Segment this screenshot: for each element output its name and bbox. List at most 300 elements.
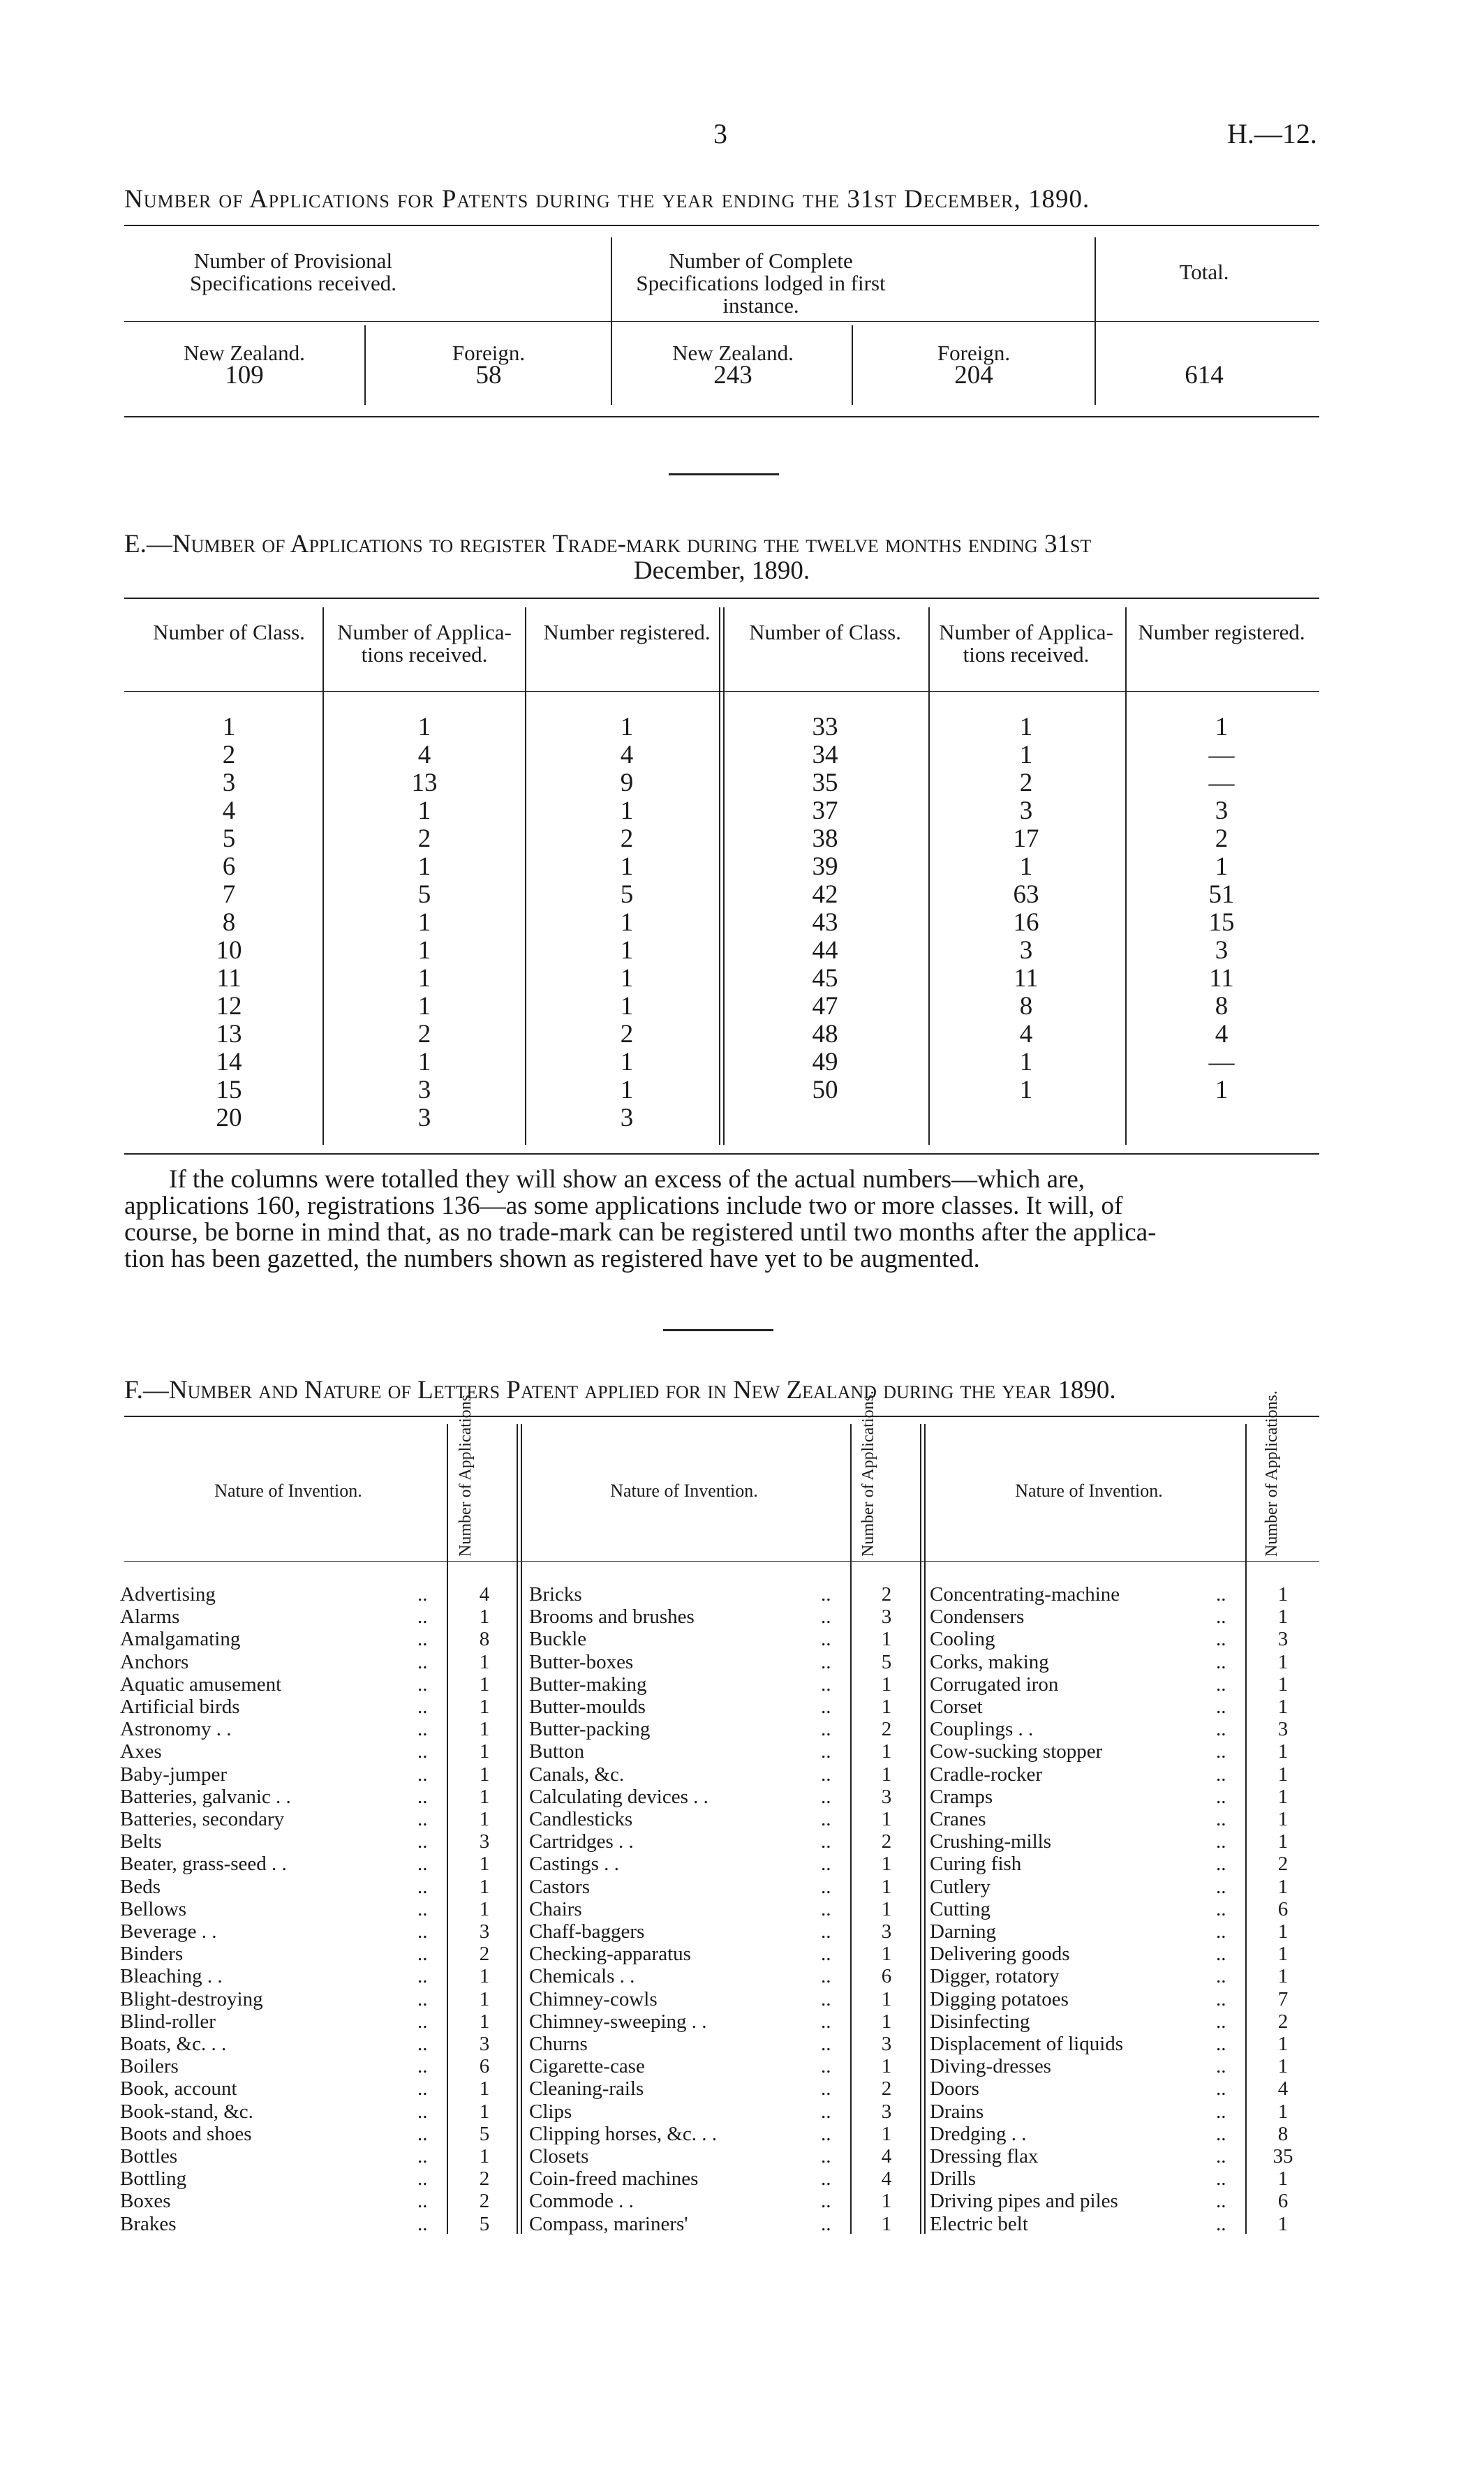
f-divider-1: [447, 1424, 448, 2234]
f-col3-leader-dots: ..: [1216, 2033, 1226, 2055]
e-right-cell: 4: [1215, 1020, 1229, 1048]
f-col1-item-count: 5: [479, 2122, 490, 2145]
f-col2-leader-dots: ..: [821, 1696, 831, 1718]
f-col1-item-count: 1: [479, 2077, 490, 2100]
f-col3-item-count: 1: [1277, 1763, 1289, 1786]
f-col1-leader-dots: ..: [417, 2145, 428, 2167]
f-col2-leader-dots: ..: [821, 1920, 831, 1943]
f-col2-leader-dots: ..: [821, 2190, 831, 2213]
f-col3-item-name: Disinfecting: [930, 2010, 1030, 2033]
f-col3-leader-dots: ..: [1216, 1583, 1226, 1606]
e-left-cell: 5: [222, 824, 236, 853]
d-total-value: 614: [1185, 361, 1224, 390]
f-col2-leader-dots: ..: [821, 1875, 831, 1898]
f-col1-leader-dots: ..: [417, 1628, 428, 1651]
f-header-number-3: Number of Applications.: [1263, 1391, 1281, 1557]
f-col1-item-count: 1: [479, 1718, 490, 1741]
e-right-cell: 3: [1215, 936, 1229, 965]
f-col3-item-name: Cramps: [930, 1785, 993, 1808]
f-col2-item-count: 1: [881, 1853, 892, 1876]
f-col1-item-count: 1: [479, 1650, 490, 1673]
f-col2-item-name: Bricks: [529, 1583, 582, 1606]
f-col2-item-count: 1: [881, 2122, 892, 2145]
d-prov-foreign-value: 58: [475, 361, 502, 390]
e-header-apps-right: Number of Applica-tions received.: [939, 620, 1113, 667]
f-col2-leader-dots: ..: [821, 1628, 831, 1651]
e-right-cell: 8: [1019, 992, 1033, 1021]
f-col1-item-name: Bellows: [120, 1897, 187, 1920]
f-col2-item-name: Checking-apparatus: [529, 1943, 691, 1966]
e-divider-3a: [719, 607, 720, 1145]
f-col1-leader-dots: ..: [417, 1897, 428, 1920]
e-right-cell: 11: [1014, 964, 1039, 993]
f-col2-item-name: Chaff-baggers: [529, 1920, 645, 1943]
f-col2-item-count: 2: [881, 2077, 892, 2100]
d-prov-foreign-label: Foreign.: [452, 341, 526, 365]
f-col2-item-count: 1: [881, 1808, 892, 1830]
f-col1-leader-dots: ..: [417, 1673, 428, 1696]
e-left-cell: 3: [417, 1104, 431, 1132]
e-left-cell: 1: [620, 992, 634, 1021]
f-col3-item-name: Diving-dresses: [930, 2055, 1051, 2078]
f-col3-item-name: Cutlery: [930, 1875, 990, 1898]
f-divider-3: [850, 1424, 852, 2234]
f-col2-item-count: 1: [881, 1763, 892, 1786]
f-col3-leader-dots: ..: [1216, 1650, 1226, 1673]
e-right-cell: 3: [1019, 936, 1033, 965]
e-right-cell: 45: [812, 964, 838, 993]
f-col2-leader-dots: ..: [821, 1740, 831, 1763]
e-left-cell: 1: [417, 796, 431, 825]
f-header-nature-3: Nature of Invention.: [1015, 1481, 1163, 1501]
d-table-bottom-rule: [124, 416, 1319, 417]
f-col1-item-count: 1: [479, 1987, 490, 2010]
e-left-cell: 1: [620, 1076, 634, 1104]
e-left-cell: 1: [417, 1048, 431, 1076]
e-left-cell: 1: [620, 1048, 634, 1076]
f-col2-leader-dots: ..: [821, 1583, 831, 1606]
f-col2-item-name: Chairs: [529, 1897, 582, 1920]
f-col3-item-name: Couplings . .: [930, 1718, 1034, 1741]
d-subheader-rule: [124, 321, 1319, 322]
f-col1-item-name: Belts: [120, 1830, 162, 1853]
f-divider-2a: [517, 1424, 518, 2234]
f-col2-item-count: 1: [881, 2212, 892, 2235]
f-col1-item-count: 3: [479, 1830, 490, 1853]
d-divider-nz-foreign-2: [852, 325, 853, 405]
f-col2-item-count: 1: [881, 1987, 892, 2010]
f-col1-item-count: 2: [479, 2167, 490, 2191]
f-col1-item-count: 1: [479, 2100, 490, 2123]
f-col2-leader-dots: ..: [821, 1673, 831, 1696]
e-right-cell: 8: [1215, 992, 1229, 1021]
f-col3-item-count: 3: [1277, 1718, 1289, 1741]
f-col3-item-count: 1: [1277, 2100, 1289, 2123]
f-col3-leader-dots: ..: [1216, 2100, 1226, 2123]
f-col3-item-count: 3: [1277, 1628, 1289, 1651]
f-col3-item-name: Delivering goods: [930, 1943, 1070, 1966]
f-col2-item-name: Button: [529, 1740, 584, 1763]
e-right-cell: 39: [812, 852, 838, 881]
f-col3-leader-dots: ..: [1216, 1606, 1226, 1629]
f-col3-item-count: 6: [1277, 1897, 1289, 1920]
f-col3-item-name: Corks, making: [930, 1650, 1049, 1673]
e-left-cell: 14: [216, 1048, 242, 1076]
e-right-cell: —: [1208, 741, 1235, 769]
f-col3-item-name: Displacement of liquids: [930, 2033, 1124, 2055]
e-left-cell: 12: [216, 992, 242, 1021]
f-col1-leader-dots: ..: [417, 2077, 428, 2100]
f-col2-leader-dots: ..: [821, 2145, 831, 2167]
separator-2: [663, 1329, 773, 1331]
f-col1-leader-dots: ..: [417, 2190, 428, 2213]
section-d-title: Number of Applications for Patents during the year ending the 31st December, 1890.: [124, 185, 1090, 214]
e-right-cell: 50: [812, 1076, 838, 1104]
f-col2-leader-dots: ..: [821, 1650, 831, 1673]
e-left-cell: 3: [417, 1076, 431, 1104]
f-col2-item-count: 2: [881, 1718, 892, 1741]
f-col1-leader-dots: ..: [417, 2010, 428, 2033]
section-e-title-line1: E.—Number of Applications to register Trade-mark during the twelve months ending 31st: [124, 530, 1092, 558]
e-right-cell: 51: [1208, 880, 1235, 909]
f-col3-item-count: 1: [1277, 2055, 1289, 2078]
f-col1-item-count: 1: [479, 1785, 490, 1808]
f-col1-item-name: Advertising: [120, 1583, 216, 1606]
f-col2-item-name: Clips: [529, 2100, 572, 2123]
f-col3-item-count: 1: [1277, 1875, 1289, 1898]
f-col2-item-name: Clipping horses, &c. . .: [529, 2122, 718, 2145]
e-header-class-left: Number of Class.: [153, 620, 305, 644]
f-col2-item-name: Canals, &c.: [529, 1763, 625, 1786]
f-col2-item-count: 2: [881, 1830, 892, 1853]
e-left-cell: 2: [620, 824, 634, 853]
e-left-cell: 4: [222, 796, 236, 825]
d-table-top-rule: [124, 225, 1319, 226]
e-note-line3: course, be borne in mind that, as no trade-mark can be registered until two months after the applica-: [124, 1218, 1157, 1247]
f-col3-item-count: 1: [1277, 1673, 1289, 1696]
f-col2-leader-dots: ..: [821, 1897, 831, 1920]
f-col1-item-count: 1: [479, 1606, 490, 1629]
f-col3-leader-dots: ..: [1216, 1718, 1226, 1741]
f-col2-leader-dots: ..: [821, 1965, 831, 1988]
f-divider-5: [1245, 1424, 1247, 2234]
f-col3-leader-dots: ..: [1216, 1763, 1226, 1786]
e-right-cell: 48: [812, 1020, 838, 1048]
f-col1-item-name: Boats, &c. . .: [120, 2033, 227, 2055]
e-note-line4: tion has been gazetted, the numbers shown as registered have yet to be augmented.: [124, 1245, 980, 1273]
e-left-cell: 15: [216, 1076, 242, 1104]
f-col3-item-count: 1: [1277, 1965, 1289, 1988]
f-col2-item-name: Castings . .: [529, 1853, 619, 1876]
d-comp-foreign-label: Foreign.: [937, 341, 1011, 365]
f-col1-item-name: Blight-destroying: [120, 1987, 263, 2010]
f-col2-item-count: 2: [881, 1583, 892, 1606]
f-col2-item-name: Castors: [529, 1875, 590, 1898]
f-col3-item-count: 1: [1277, 1583, 1289, 1606]
f-col1-leader-dots: ..: [417, 1650, 428, 1673]
f-col2-leader-dots: ..: [821, 1853, 831, 1876]
e-note-line1: If the columns were totalled they will show an excess of the actual numbers—which are,: [169, 1165, 1085, 1194]
e-right-cell: —: [1208, 769, 1235, 797]
f-col3-leader-dots: ..: [1216, 1920, 1226, 1943]
f-col2-item-name: Cartridges . .: [529, 1830, 634, 1853]
f-col2-item-count: 1: [881, 1875, 892, 1898]
f-col2-item-name: Churns: [529, 2033, 588, 2055]
d-header-total: Total.: [1179, 260, 1229, 284]
f-col3-item-name: Concentrating-machine: [930, 1583, 1120, 1606]
f-col1-item-name: Boxes: [120, 2190, 171, 2213]
f-col3-item-name: Dredging . .: [930, 2122, 1027, 2145]
f-col2-item-count: 1: [881, 2055, 892, 2078]
f-col2-item-count: 1: [881, 1696, 892, 1718]
e-table-top-rule: [124, 598, 1319, 599]
f-col3-item-name: Corset: [930, 1696, 983, 1718]
e-right-cell: 2: [1019, 769, 1033, 797]
d-header-provisional: Number of Provisional Specifications received.: [189, 249, 397, 295]
f-col1-item-name: Bleaching . .: [120, 1965, 223, 1988]
f-col1-item-name: Boilers: [120, 2055, 179, 2078]
e-left-cell: 7: [222, 880, 236, 909]
f-col3-item-count: 35: [1272, 2145, 1293, 2167]
f-col3-item-name: Cranes: [930, 1808, 986, 1830]
f-col1-item-count: 1: [479, 1808, 490, 1830]
f-col3-leader-dots: ..: [1216, 2167, 1226, 2191]
f-col1-item-count: 1: [479, 1897, 490, 1920]
f-col2-leader-dots: ..: [821, 2212, 831, 2235]
f-col1-leader-dots: ..: [417, 1875, 428, 1898]
f-col3-leader-dots: ..: [1216, 2212, 1226, 2235]
f-col3-leader-dots: ..: [1216, 2145, 1226, 2167]
e-left-cell: 2: [417, 1020, 431, 1048]
e-divider-1: [322, 607, 324, 1145]
f-col1-item-name: Alarms: [120, 1606, 180, 1629]
f-col3-leader-dots: ..: [1216, 1965, 1226, 1988]
f-col2-leader-dots: ..: [821, 2122, 831, 2145]
e-right-cell: 1: [1215, 1076, 1229, 1104]
f-col2-item-name: Compass, mariners': [529, 2212, 688, 2235]
f-col3-item-name: Cooling: [930, 1628, 995, 1651]
f-col2-item-name: Cleaning-rails: [529, 2077, 644, 2100]
f-col2-leader-dots: ..: [821, 2167, 831, 2191]
f-col2-leader-dots: ..: [821, 1718, 831, 1741]
f-col1-leader-dots: ..: [417, 1583, 428, 1606]
f-col1-leader-dots: ..: [417, 1718, 428, 1741]
e-right-cell: 2: [1215, 824, 1229, 853]
e-right-cell: 1: [1019, 852, 1033, 881]
f-col1-leader-dots: ..: [417, 1808, 428, 1830]
section-f-title: F.—Number and Nature of Letters Patent applied for in New Zealand during the year 1890.: [124, 1376, 1116, 1405]
d-comp-nz-value: 243: [713, 361, 752, 390]
f-col3-leader-dots: ..: [1216, 1673, 1226, 1696]
e-right-cell: 1: [1019, 1048, 1033, 1076]
e-right-cell: 17: [1013, 824, 1039, 853]
f-header-number-1: Number of Applications.: [457, 1391, 475, 1557]
f-col1-leader-dots: ..: [417, 1606, 428, 1629]
f-col1-leader-dots: ..: [417, 2167, 428, 2191]
f-col2-leader-dots: ..: [821, 1606, 831, 1629]
e-right-cell: 1: [1019, 741, 1033, 769]
e-left-cell: 1: [620, 936, 634, 965]
e-left-cell: 1: [417, 992, 431, 1021]
f-col3-leader-dots: ..: [1216, 1943, 1226, 1966]
e-right-cell: 63: [1013, 880, 1039, 909]
e-left-cell: 1: [620, 908, 634, 937]
e-left-cell: 5: [417, 880, 431, 909]
page-number: 3: [713, 118, 727, 149]
f-col3-item-count: 7: [1277, 1987, 1289, 2010]
e-right-cell: —: [1208, 1048, 1235, 1076]
f-col1-item-count: 1: [479, 1740, 490, 1763]
f-col1-leader-dots: ..: [417, 2055, 428, 2078]
e-right-cell: 1: [1215, 713, 1229, 741]
f-col2-item-count: 3: [881, 1606, 892, 1629]
e-right-cell: 44: [812, 936, 838, 965]
f-col3-item-count: 1: [1277, 1696, 1289, 1718]
e-right-cell: 49: [812, 1048, 838, 1076]
f-col3-leader-dots: ..: [1216, 2010, 1226, 2033]
f-col2-item-name: Butter-making: [529, 1673, 647, 1696]
f-col1-leader-dots: ..: [417, 2122, 428, 2145]
f-col1-item-count: 8: [479, 1628, 490, 1651]
f-col1-item-name: Boots and shoes: [120, 2122, 252, 2145]
f-col1-item-count: 1: [479, 2145, 490, 2167]
f-col3-item-name: Corrugated iron: [930, 1673, 1059, 1696]
f-col2-item-count: 1: [881, 1628, 892, 1651]
e-left-cell: 13: [411, 769, 438, 797]
f-col2-leader-dots: ..: [821, 1785, 831, 1808]
e-header-reg-left: Number registered.: [543, 620, 711, 644]
f-col3-item-name: Curing fish: [930, 1853, 1022, 1876]
e-header-rule: [124, 691, 1319, 692]
f-col3-item-name: Electric belt: [930, 2212, 1028, 2235]
e-right-cell: 1: [1215, 852, 1229, 881]
f-col2-item-name: Candlesticks: [529, 1808, 633, 1830]
f-divider-4a: [920, 1424, 921, 2234]
f-col3-item-name: Darning: [930, 1920, 997, 1943]
e-left-cell: 1: [620, 713, 634, 741]
f-col2-item-count: 1: [881, 1943, 892, 1966]
e-left-cell: 20: [216, 1104, 242, 1132]
d-prov-nz-label: New Zealand.: [184, 341, 305, 365]
f-col2-item-count: 3: [881, 2100, 892, 2123]
f-col2-item-count: 1: [881, 1740, 892, 1763]
f-col2-leader-dots: ..: [821, 1987, 831, 2010]
f-col1-item-count: 2: [479, 1943, 490, 1966]
e-divider-5: [1125, 607, 1127, 1145]
e-divider-2: [525, 607, 526, 1145]
f-col3-leader-dots: ..: [1216, 1987, 1226, 2010]
e-right-cell: 33: [812, 713, 838, 741]
f-col3-item-count: 1: [1277, 1650, 1289, 1673]
e-right-cell: 4: [1019, 1020, 1033, 1048]
e-right-cell: 43: [812, 908, 838, 937]
d-header-complete: Number of Complete Specifications lodged in first instance.: [636, 249, 886, 318]
f-col2-item-name: Calculating devices . .: [529, 1785, 708, 1808]
e-left-cell: 2: [417, 824, 431, 853]
f-col2-leader-dots: ..: [821, 2033, 831, 2055]
f-col3-item-name: Drills: [930, 2167, 977, 2191]
f-col1-item-count: 1: [479, 1673, 490, 1696]
f-col1-item-count: 2: [479, 2190, 490, 2213]
f-col2-leader-dots: ..: [821, 2077, 831, 2100]
e-left-cell: 3: [222, 769, 236, 797]
f-col1-item-count: 5: [479, 2212, 490, 2235]
f-col3-item-count: 1: [1277, 2167, 1289, 2191]
f-col2-item-count: 5: [881, 1650, 892, 1673]
f-divider-4b: [924, 1424, 926, 2234]
f-col1-item-name: Axes: [120, 1740, 162, 1763]
f-col1-item-name: Anchors: [120, 1650, 189, 1673]
separator-1: [669, 473, 779, 475]
e-left-cell: 2: [222, 741, 236, 769]
e-right-cell: 47: [812, 992, 838, 1021]
f-col1-item-count: 4: [479, 1583, 490, 1606]
f-col1-item-name: Batteries, secondary: [120, 1808, 285, 1830]
e-right-cell: 3: [1215, 796, 1229, 825]
f-col2-item-name: Butter-boxes: [529, 1650, 634, 1673]
e-left-cell: 1: [620, 852, 634, 881]
d-comp-foreign-value: 204: [954, 361, 993, 390]
f-header-nature-2: Nature of Invention.: [610, 1481, 758, 1501]
f-col1-leader-dots: ..: [417, 1920, 428, 1943]
f-col1-item-name: Binders: [120, 1943, 184, 1966]
f-col1-item-name: Aquatic amusement: [120, 1673, 282, 1696]
f-col3-item-count: 1: [1277, 2033, 1289, 2055]
e-right-cell: 34: [812, 741, 838, 769]
f-col3-leader-dots: ..: [1216, 1897, 1226, 1920]
e-header-reg-right: Number registered.: [1138, 620, 1305, 644]
f-col1-leader-dots: ..: [417, 2212, 428, 2235]
e-left-cell: 2: [620, 1020, 634, 1048]
f-col2-leader-dots: ..: [821, 2055, 831, 2078]
f-col3-item-name: Cutting: [930, 1897, 991, 1920]
e-left-cell: 1: [417, 964, 431, 993]
f-col1-item-name: Astronomy . .: [120, 1718, 232, 1741]
e-header-class-right: Number of Class.: [749, 620, 901, 644]
f-col2-item-name: Butter-moulds: [529, 1696, 646, 1718]
f-col2-item-count: 1: [881, 2010, 892, 2033]
f-col2-leader-dots: ..: [821, 2100, 831, 2123]
d-comp-nz-label: New Zealand.: [672, 341, 794, 365]
f-col1-item-name: Baby-jumper: [120, 1763, 228, 1786]
f-col2-leader-dots: ..: [821, 1943, 831, 1966]
e-left-cell: 1: [417, 713, 431, 741]
e-right-cell: 42: [812, 880, 838, 909]
e-left-cell: 1: [222, 713, 236, 741]
f-col2-item-name: Coin-freed machines: [529, 2167, 699, 2191]
f-col1-item-name: Amalgamating: [120, 1628, 241, 1651]
f-col1-item-name: Beds: [120, 1875, 161, 1898]
e-right-cell: 37: [812, 796, 838, 825]
e-left-cell: 5: [620, 880, 634, 909]
f-col1-item-count: 6: [479, 2055, 490, 2078]
e-right-cell: 3: [1019, 796, 1033, 825]
e-left-cell: 3: [620, 1104, 634, 1132]
section-e-title-line2: December, 1890.: [633, 556, 810, 585]
f-col1-item-count: 1: [479, 1965, 490, 1988]
f-col3-item-count: 8: [1277, 2122, 1289, 2145]
f-col3-item-name: Crushing-mills: [930, 1830, 1052, 1853]
e-left-cell: 1: [620, 796, 634, 825]
f-col3-item-count: 1: [1277, 1943, 1289, 1966]
f-col3-item-count: 6: [1277, 2190, 1289, 2213]
f-col3-item-count: 1: [1277, 1920, 1289, 1943]
f-col2-item-name: Chimney-cowls: [529, 1987, 658, 2010]
f-col2-item-count: 6: [881, 1965, 892, 1988]
e-divider-3b: [723, 607, 725, 1145]
f-col2-item-name: Buckle: [529, 1628, 587, 1651]
f-col3-item-count: 1: [1277, 1808, 1289, 1830]
